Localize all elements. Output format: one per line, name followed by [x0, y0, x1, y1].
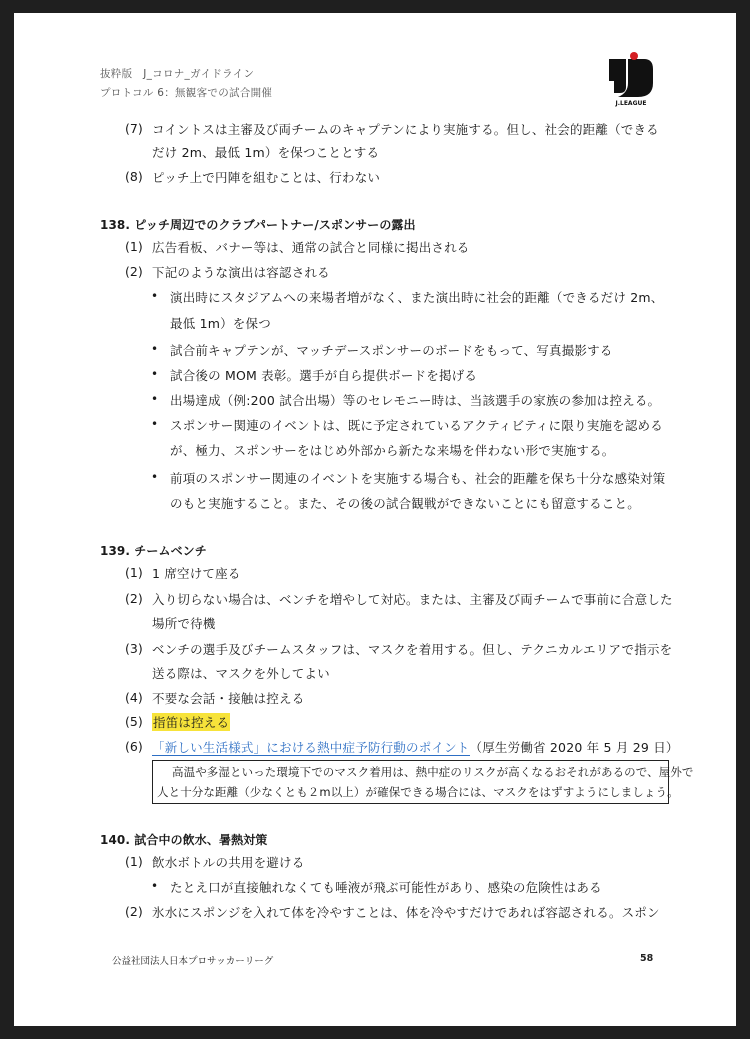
bullet-text: のもと実施すること。また、その後の試合観戦ができないことにも留意すること。	[170, 496, 640, 511]
quote-text: 人と十分な距離（少なくとも２m以上）が確保できる場合には、マスクをはずすようにしましょう。	[157, 785, 679, 799]
bullet-text: たとえ口が直接触れなくても唾液が飛ぶ可能性があり、感染の危険性はある	[170, 880, 602, 895]
list-item-text: 場所で待機	[152, 616, 216, 631]
section-title-138: 138. ピッチ周辺でのクラブパートナー/スポンサーの露出	[100, 218, 416, 232]
section-title-140: 140. 試合中の飲水、暑熱対策	[100, 833, 268, 847]
list-item-number: (2)	[125, 264, 143, 279]
bullet-text: 前項のスポンサー関連のイベントを実施する場合も、社会的距離を保ち十分な感染対策	[170, 471, 666, 486]
list-item-text: コイントスは主審及び両チームのキャプテンにより実施する。但し、社会的距離（できる	[152, 122, 659, 137]
bullet-text: スポンサー関連のイベントは、既に予定されているアクティビティに限り実施を認める	[170, 418, 663, 433]
list-item-number: (4)	[125, 690, 143, 705]
list-item-number: (1)	[125, 239, 143, 254]
bullet-text: 演出時にスタジアムへの来場者増がなく、また演出時に社会的距離（できるだけ 2m、	[170, 290, 664, 305]
header-subtitle: プロトコル 6：無観客での試合開催	[100, 87, 273, 99]
source-citation: （厚生労働省 2020 年 5 月 29 日）	[469, 740, 679, 755]
list-item-text: 広告看板、バナー等は、通常の試合と同様に掲出される	[152, 240, 470, 255]
bullet-marker: •	[151, 392, 159, 406]
list-item-text: 飲水ボトルの共用を避ける	[152, 855, 305, 870]
list-item-text: 入り切らない場合は、ベンチを増やして対応。または、主審及び両チームで事前に合意した	[152, 592, 673, 607]
page-number: 58	[640, 953, 654, 964]
list-item-number: (2)	[125, 904, 143, 919]
document-page	[14, 13, 736, 1026]
bullet-text: 出場達成（例:200 試合出場）等のセレモニー時は、当該選手の家族の参加は控える。	[170, 393, 661, 408]
list-item-text: 不要な会話・接触は控える	[152, 691, 305, 706]
bullet-text: 最低 1m）を保つ	[170, 316, 271, 331]
bullet-marker: •	[151, 342, 159, 356]
bullet-marker: •	[151, 367, 159, 381]
list-item-number: (3)	[125, 641, 143, 656]
list-item-text: 1 席空けて座る	[152, 566, 241, 581]
quote-text: 高温や多湿といった環境下でのマスク着用は、熱中症のリスクが高くなるおそれがあるので、屋外で	[172, 765, 694, 779]
list-item-text	[152, 738, 679, 756]
list-item-number: (2)	[125, 591, 143, 606]
svg-text:J.LEAGUE: J.LEAGUE	[615, 100, 647, 107]
highlighted-text: 指笛は控える	[153, 715, 230, 730]
list-item-text: だけ 2m、最低 1m）を保つこととする	[152, 145, 380, 160]
mhlw-heatstroke-link[interactable]: 「新しい生活様式」における熱中症予防行動のポイント	[152, 740, 470, 755]
bullet-text: 試合後の MOM 表彰。選手が自ら提供ボードを掲げる	[170, 368, 478, 383]
bullet-marker: •	[151, 289, 159, 303]
list-item-text: 送る際は、マスクを外してよい	[152, 666, 330, 681]
list-item-number: (6)	[125, 739, 143, 754]
list-item-number: (1)	[125, 854, 143, 869]
bullet-text: 試合前キャプテンが、マッチデースポンサーのボードをもって、写真撮影する	[170, 343, 613, 358]
list-item-number: (8)	[125, 169, 143, 184]
list-item-text: ピッチ上で円陣を組むことは、行わない	[152, 170, 381, 185]
list-item-number: (1)	[125, 565, 143, 580]
footer-organization: 公益社団法人日本プロサッカーリーグ	[112, 956, 274, 967]
list-item-number: (7)	[125, 121, 143, 136]
list-item-text: 下記のような演出は容認される	[152, 265, 330, 280]
bullet-marker: •	[151, 879, 159, 893]
bullet-marker: •	[151, 417, 159, 431]
list-item-text: 氷水にスポンジを入れて体を冷やすことは、体を冷やすだけであれば容認される。スポン	[152, 905, 660, 920]
section-title-139: 139. チームベンチ	[100, 544, 207, 558]
bullet-marker: •	[151, 470, 159, 484]
list-item-number: (5)	[125, 714, 143, 729]
bullet-text: が、極力、スポンサーをはじめ外部から新たな来場を伴わない形で実施する。	[170, 443, 615, 458]
list-item-text: ベンチの選手及びチームスタッフは、マスクを着用する。但し、テクニカルエリアで指示を	[152, 642, 673, 657]
jleague-logo	[606, 51, 656, 107]
header-title: 抜粋版 J_コロナ_ガイドライン	[100, 68, 255, 80]
